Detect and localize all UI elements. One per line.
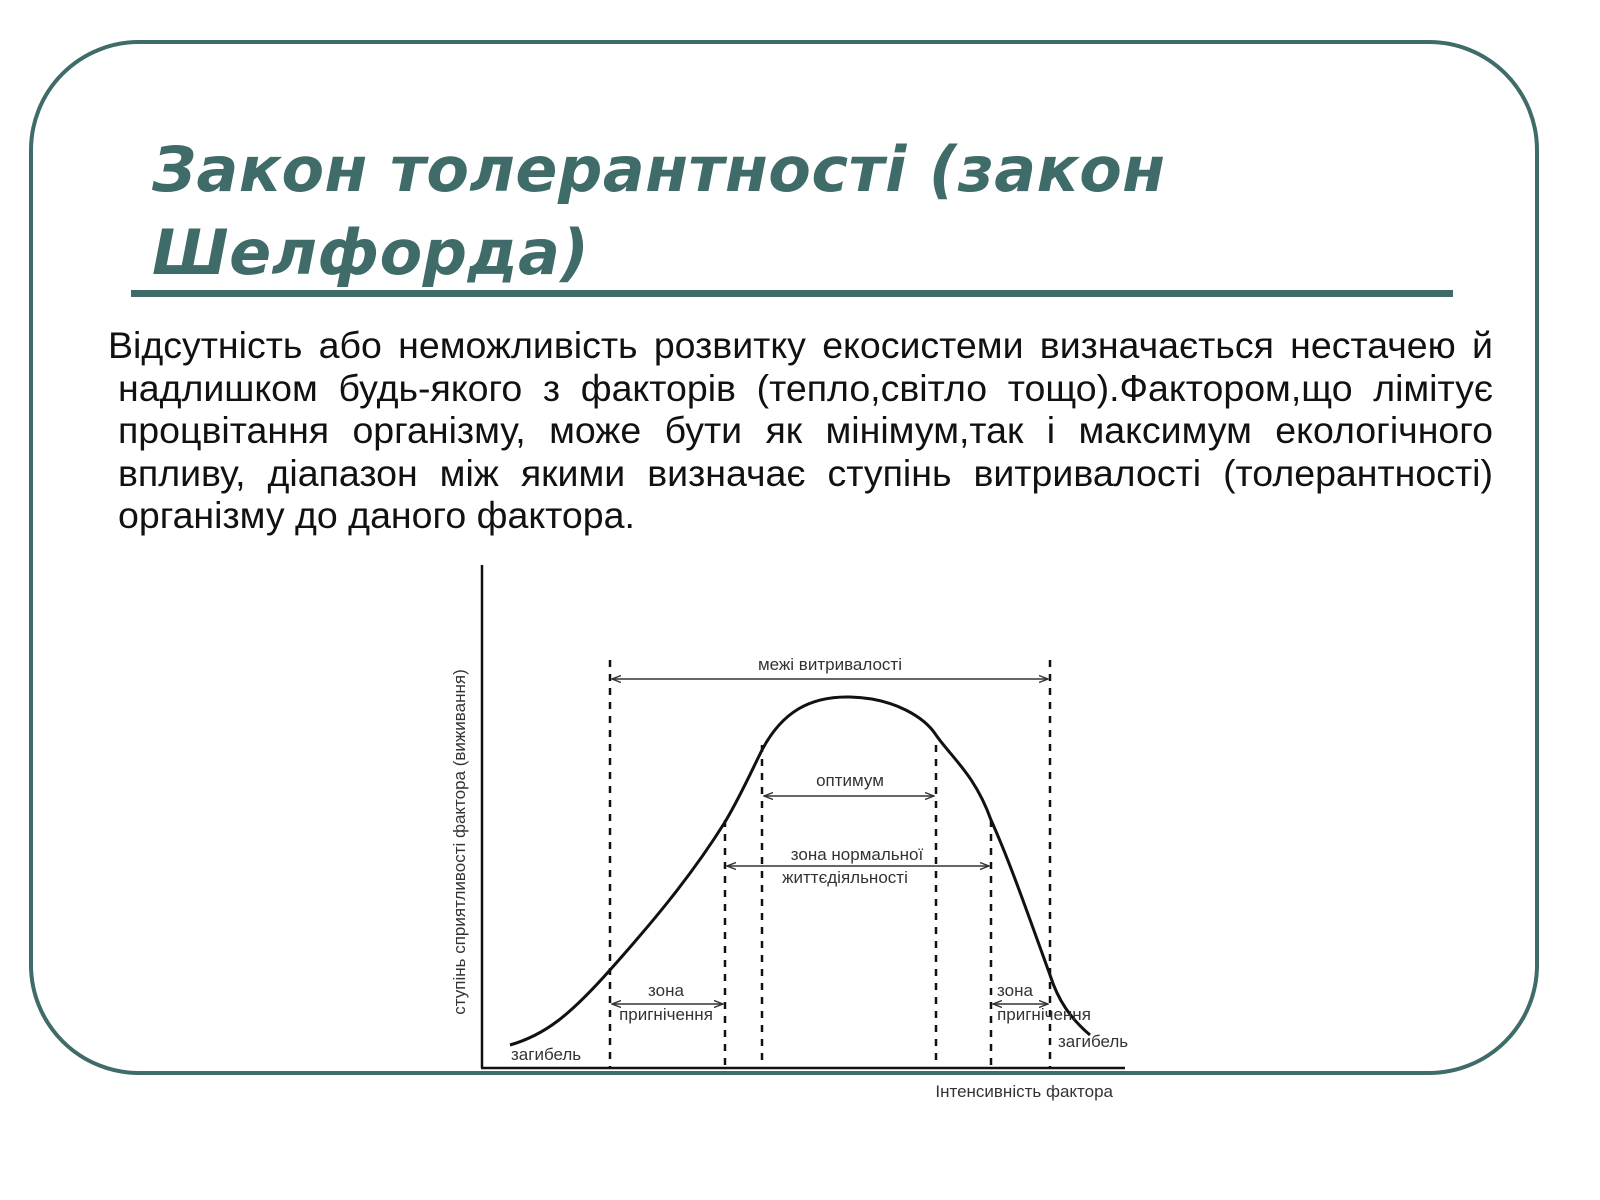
oppression-right-label-line2: пригнічення	[997, 1005, 1091, 1024]
slide-body-text: Відсутність або неможливість розвитку екосистеми визначається нестачею й надлишком будь-якого з факторів (тепло,світло тощо).Фактором,що лімітує процвітання організму, може бути як мінімум,так і максимум екологічного впливу, діапазон між якими визначає ступінь витривалості (толерантності) організму до даного фактора.	[108, 324, 1493, 536]
x-axis-label: Інтенсивність фактора	[935, 1082, 1113, 1101]
tolerance-limits-label: межі витривалості	[757, 655, 903, 674]
death-right-label: загибель	[1058, 1032, 1129, 1051]
y-axis-label: ступінь сприятливості фактора (виживання)	[450, 669, 469, 1015]
optimum-label: оптимум	[816, 771, 884, 790]
oppression-right-label-line1: зона	[997, 981, 1033, 1000]
oppression-left-label-line2: пригнічення	[619, 1005, 713, 1024]
normal-zone-label-line2: життєдіяльності	[782, 868, 908, 887]
slide-title: Закон толерантності (закон Шелфорда)	[152, 133, 1166, 289]
normal-zone-label-line1: зона нормальної	[790, 845, 924, 864]
death-left-label: загибель	[511, 1045, 582, 1064]
oppression-left-label-line1: зона	[648, 981, 684, 1000]
